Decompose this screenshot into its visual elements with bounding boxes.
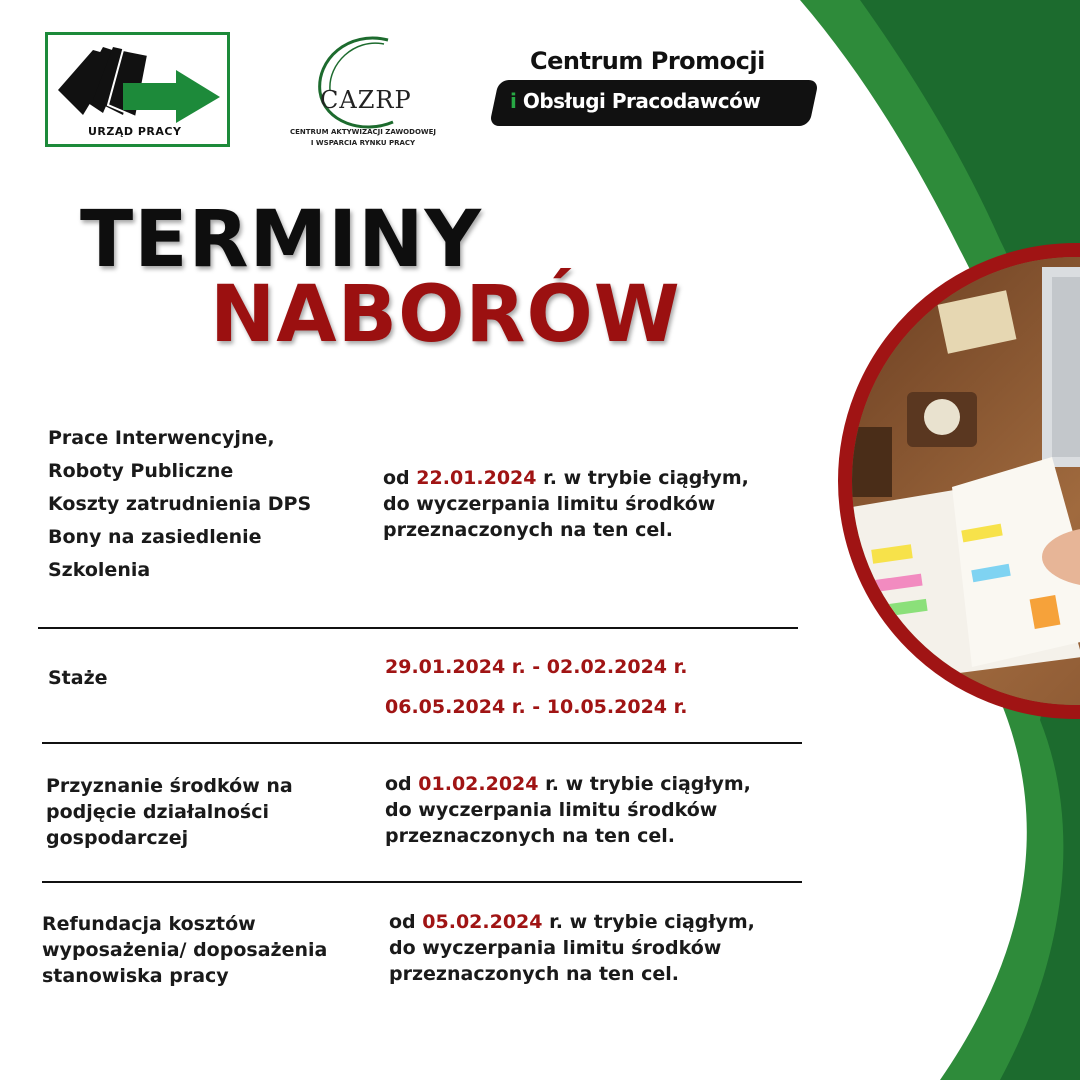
row1-date-line2: do wyczerpania limitu środków [383,493,716,515]
row4-date-line2: do wyczerpania limitu środków [389,937,722,959]
cpop-subtitle-text: Obsługi Pracodawców [516,89,761,113]
row1-date-line1: od 22.01.2024 r. w trybie ciągłym, [383,467,749,489]
row1-item: Prace Interwencyjne, [48,427,275,449]
row4-items [42,911,327,989]
row1-dates [383,465,749,543]
cpop-subtitle [510,89,760,113]
cazrp-logo [268,30,458,155]
row-divider [42,742,802,744]
row4-item: Refundacja kosztów [42,913,256,935]
row4-item: wyposażenia/ doposażenia [42,939,328,961]
row3-item: gospodarczej [46,827,189,849]
cazrp-name: CAZRP [320,86,412,114]
row1-item: Koszty zatrudnienia DPS [48,493,312,515]
row3-item: Przyznanie środków na [46,775,293,797]
row3-date-line3: przeznaczonych na ten cel. [385,825,675,847]
urzad-pracy-label: URZĄD PRACY [88,125,182,138]
row3-dates [385,771,751,849]
row3-items [46,773,293,851]
headline-line2: NABORÓW [210,270,681,360]
cpop-i: i [510,89,517,113]
planner-desk-illustration [852,257,1080,719]
row2-range1: 29.01.2024 r. - 02.02.2024 r. [385,656,688,678]
row1-item: Szkolenia [48,559,151,581]
row1-items [48,425,311,590]
row1-date-line3: przeznaczonych na ten cel. [383,519,673,541]
row-divider [42,881,802,883]
urzad-pracy-logo [45,32,230,147]
row3-date-line1: od 01.02.2024 r. w trybie ciągłym, [385,773,751,795]
row1-item: Bony na zasiedlenie [48,526,262,548]
row3-date-line2: do wyczerpania limitu środków [385,799,718,821]
cpop-title: Centrum Promocji [530,47,765,75]
headline-line1: TERMINY [80,195,482,285]
cazrp-subtitle-line1: CENTRUM AKTYWIZACJI ZAWODOWEJ [289,128,437,136]
planner-photo [838,243,1080,719]
row4-date-line3: przeznaczonych na ten cel. [389,963,679,985]
row-divider [38,627,798,629]
row3-item: podjęcie działalności [46,801,269,823]
row4-dates [389,909,755,987]
cazrp-swirl-icon [308,30,418,140]
row3-date: 01.02.2024 [418,773,539,795]
row1-date: 22.01.2024 [416,467,537,489]
row4-date-line1: od 05.02.2024 r. w trybie ciągłym, [389,911,755,933]
cazrp-subtitle-line2: I WSPARCIA RYNKU PRACY [310,139,416,147]
row4-item: stanowiska pracy [42,965,229,987]
row4-date: 05.02.2024 [422,911,543,933]
row2-item: Staże [48,667,108,689]
row2-range2: 06.05.2024 r. - 10.05.2024 r. [385,696,688,718]
row1-item: Roboty Publiczne [48,460,234,482]
